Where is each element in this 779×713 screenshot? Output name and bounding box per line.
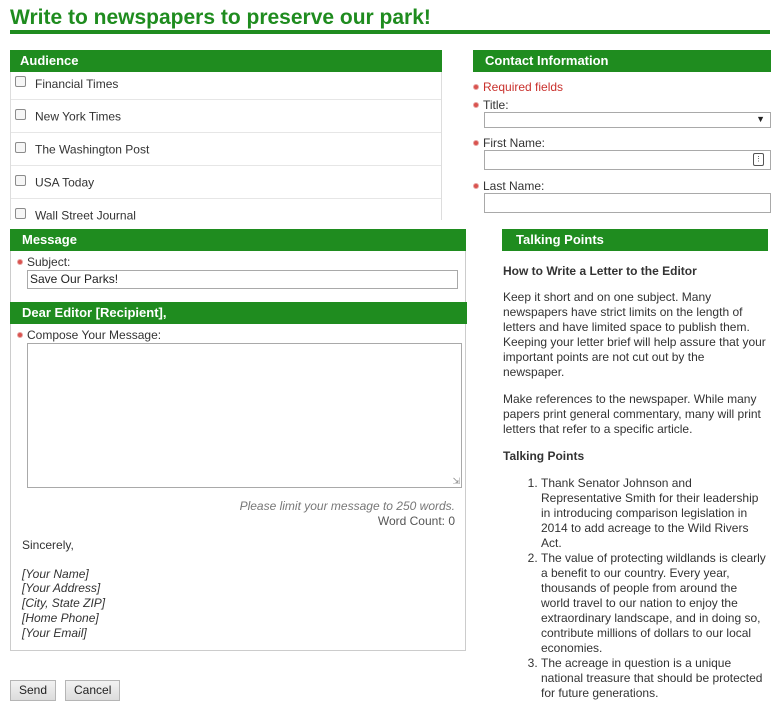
last-name-input[interactable] xyxy=(484,193,771,213)
signature-phone: [Home Phone] xyxy=(22,611,99,625)
signature-city: [City, State ZIP] xyxy=(22,596,106,610)
audience-checkbox[interactable] xyxy=(15,109,26,120)
last-name-label-row xyxy=(473,179,771,193)
required-dot-icon xyxy=(473,140,479,146)
talking-point: 1. Thank Senator Johnson and Representative Smith for their leadership in introducing comparison legislation in 2014 to add acreage to the Wild Rivers Act. xyxy=(541,476,768,551)
required-dot-icon xyxy=(17,332,23,338)
message-header: Message xyxy=(10,229,466,251)
audience-item[interactable] xyxy=(11,166,441,199)
title-divider xyxy=(10,30,770,34)
signature-address: [Your Address] xyxy=(22,581,101,595)
required-dot-icon xyxy=(473,102,479,108)
compose-label: Compose Your Message: xyxy=(27,328,162,342)
required-dot-icon xyxy=(473,183,479,189)
guide-paragraph: Keep it short and on one subject. Many newspapers have strict limits on the length of letters and have limited space to publish them. Keeping your letter brief will help assure that your important points are not cut out by the newspaper. xyxy=(503,290,766,379)
guide-paragraph: Make references to the newspaper. While many papers print general commentary, many will print letters that refer to a specific article. xyxy=(503,392,761,436)
first-name-input[interactable] xyxy=(484,150,771,170)
audience-label[interactable]: USA Today xyxy=(35,175,95,190)
audience-item[interactable] xyxy=(11,133,441,166)
title-label-row xyxy=(473,98,771,112)
subject-label-row xyxy=(17,255,70,269)
audience-checkbox[interactable] xyxy=(15,142,26,153)
required-dot-icon xyxy=(473,84,479,90)
last-name-label: Last Name: xyxy=(483,179,545,193)
message-panel xyxy=(10,229,466,651)
audience-label[interactable]: Financial Times xyxy=(35,76,119,91)
audience-checkbox[interactable] xyxy=(15,76,26,87)
audience-item[interactable] xyxy=(11,72,441,100)
contact-header: Contact Information xyxy=(473,50,771,72)
audience-label[interactable]: Wall Street Journal xyxy=(35,208,136,220)
guide-heading: How to Write a Letter to the Editor xyxy=(503,264,697,278)
talking-points-header: Talking Points xyxy=(502,229,768,251)
compose-label-row xyxy=(17,328,161,342)
page-title: Write to newspapers to preserve our park! xyxy=(10,6,431,29)
signature-name: [Your Name] xyxy=(22,567,89,581)
required-dot-icon xyxy=(17,259,23,265)
message-textarea[interactable] xyxy=(27,343,462,488)
audience-list[interactable] xyxy=(10,72,442,220)
resize-grip-icon[interactable]: ⇲ xyxy=(452,476,460,486)
talking-point: 3. The acreage in question is a unique national treasure that should be protected for future generations. xyxy=(541,656,768,701)
required-note: Required fields xyxy=(483,80,564,94)
required-note-row xyxy=(473,80,771,94)
title-select[interactable] xyxy=(484,112,771,128)
contact-panel xyxy=(473,50,771,222)
title-label: Title: xyxy=(483,98,509,112)
audience-label[interactable]: New York Times xyxy=(35,109,122,124)
greeting-header: Dear Editor [Recipient], xyxy=(10,302,467,324)
audience-checkbox[interactable] xyxy=(15,208,26,219)
cancel-button[interactable]: Cancel xyxy=(65,680,120,701)
audience-checkbox[interactable] xyxy=(15,175,26,186)
word-limit-note: Please limit your message to 250 words. xyxy=(239,499,455,513)
audience-header: Audience xyxy=(10,50,442,72)
subject-input[interactable]: Save Our Parks! xyxy=(27,270,458,289)
talking-points-list xyxy=(503,476,768,701)
audience-panel xyxy=(10,50,442,220)
subject-label: Subject: xyxy=(27,255,71,269)
send-button[interactable]: Send xyxy=(10,680,56,701)
chevron-down-icon: ▼ xyxy=(756,114,765,124)
signature-email: [Your Email] xyxy=(22,626,87,640)
audience-item[interactable] xyxy=(11,199,441,220)
first-name-label: First Name: xyxy=(483,136,546,150)
talking-point: 2. The value of protecting wildlands is clearly a benefit to our country. Every year, thousands of people from around the world travel to our nation to enjoy the extraordinary landscape, and in doing so, contribute millions of dollars to our local economies. xyxy=(541,551,768,656)
contact-card-icon[interactable]: ⋮ xyxy=(753,153,764,166)
first-name-label-row xyxy=(473,136,771,150)
talking-points-panel xyxy=(502,229,768,701)
closing-text: Sincerely, xyxy=(22,538,74,552)
audience-item[interactable] xyxy=(11,100,441,133)
word-count: Word Count: 0 xyxy=(377,514,455,528)
audience-label[interactable]: The Washington Post xyxy=(35,142,150,157)
talking-points-subheading: Talking Points xyxy=(503,449,585,463)
